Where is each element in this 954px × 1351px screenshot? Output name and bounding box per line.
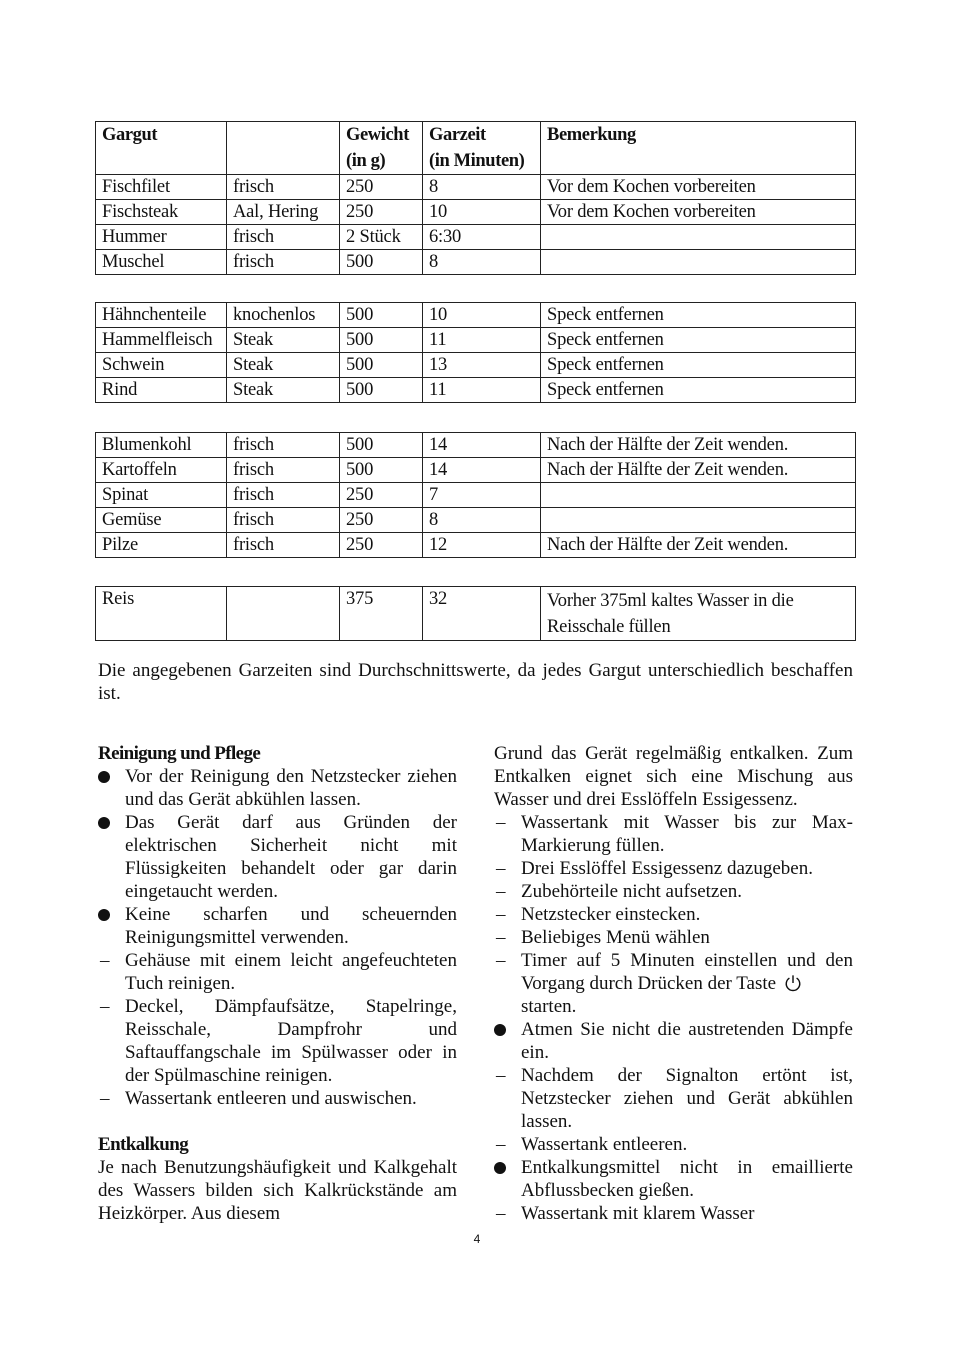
list-item [494,949,853,1018]
list-item-text: Das Gerät darf aus Gründen der elektrischen Sicherheit nicht mit Flüssigkeiten behandelt oder gar darin eingetaucht werden. [125,812,457,902]
table-cell: Muschel [96,250,227,275]
table-header-row [96,122,856,175]
table-cell [541,508,856,533]
list-item-text: Deckel, Dämpfaufsätze, Stapelringe, Reisschale, Dampfrohr und Saftauffangschale im Spülwasser oder in der Spülmaschine reinigen. [125,996,457,1086]
list-item-text: Drei Esslöffel Essigessenz dazugeben. [521,858,813,879]
list-item-text: Wassertank entleeren und auswischen. [125,1088,417,1109]
table-cell: 10 [423,200,541,225]
table-cell [541,225,856,250]
table-body [96,433,856,558]
header-line: (in Minuten) [429,151,525,171]
table-cell: Schwein [96,353,227,378]
table-cell: Nach der Hälfte der Zeit wenden. [541,433,856,458]
list-item-text: Zubehörteile nicht aufsetzen. [521,881,743,902]
table-cell: 250 [340,533,423,558]
table-fish [95,121,856,275]
cooking-time-note: Die angegebenen Garzeiten sind Durchschnittswerte, da jedes Gargut unterschiedlich beschaffen ist. [98,660,853,704]
table-cell: 500 [340,433,423,458]
table-cell: 375 [340,587,423,641]
table-cell: Speck entfernen [541,353,856,378]
bullet-icon [98,811,118,835]
table-cell: 250 [340,483,423,508]
table-cell: frisch [227,458,340,483]
header-line: Garzeit [429,125,486,145]
table-cell: Speck entfernen [541,378,856,403]
table-cell: 14 [423,458,541,483]
table-body [96,587,856,641]
table-cell: frisch [227,250,340,275]
table-cell: 12 [423,533,541,558]
table-cell: Pilze [96,533,227,558]
bullet-icon [494,1156,514,1180]
list-item-text: Atmen Sie nicht die austretenden Dämpfe ein. [521,1019,853,1063]
right-column [494,742,853,1225]
list-item-text: Wassertank mit klarem Wasser [521,1203,755,1224]
table-row [96,378,856,403]
list-item-text: Beliebiges Menü wählen [521,927,710,948]
table-cell: Spinat [96,483,227,508]
table-row [96,250,856,275]
table-cell: 500 [340,458,423,483]
descaling-intro-left: Je nach Benutzungshäufigkeit und Kalkgehalt des Wassers bilden sich Kalkrückstände am Heizkörper. Aus diesem [98,1157,457,1224]
table-row [96,508,856,533]
table-cell: Hammelfleisch [96,328,227,353]
header-cell [423,122,541,175]
table-cell: frisch [227,508,340,533]
table-cell: knochenlos [227,303,340,328]
list-item [494,880,853,903]
bullet-icon [98,765,118,789]
table-cell: 32 [423,587,541,641]
table-cell: 7 [423,483,541,508]
dash-marker: – [100,950,110,971]
list-item-text-continued: starten. [521,996,577,1017]
table-row [96,303,856,328]
table-cell: Speck entfernen [541,328,856,353]
table-vegetables [95,432,856,558]
table-cell: Reis [96,587,227,641]
table-row [96,353,856,378]
table-cell: 11 [423,328,541,353]
table-body [96,303,856,403]
table-cell: Blumenkohl [96,433,227,458]
descaling-intro-right: Grund das Gerät regelmäßig entkalken. Zum Entkalken eignet sich eine Mischung aus Wasser und drei Esslöffeln Essigessenz. [494,743,853,810]
table-cell: 8 [423,508,541,533]
dash-marker: – [496,1065,506,1086]
table-cell [227,587,340,641]
table-cell: 250 [340,508,423,533]
list-item [494,1064,853,1133]
list-item-text: Wassertank mit Wasser bis zur Max-Markierung füllen. [521,812,853,856]
list-item-text: Netzstecker einstecken. [521,904,701,925]
table-cell: Fischfilet [96,175,227,200]
table-cell: Speck entfernen [541,303,856,328]
table-cell: 11 [423,378,541,403]
table-cell: Steak [227,378,340,403]
table-row [96,533,856,558]
table-cell: frisch [227,533,340,558]
list-item [98,995,457,1087]
list-item [494,1018,853,1064]
dash-marker: – [496,904,506,925]
table-cell: frisch [227,225,340,250]
table-row [96,328,856,353]
list-item-text: Gehäuse mit einem leicht angefeuchteten Tuch reinigen. [125,950,457,994]
table-cell: Vor dem Kochen vorbereiten [541,175,856,200]
table-cell: 500 [340,303,423,328]
header-cell [227,122,340,175]
table-cell: 500 [340,353,423,378]
table-cell: Nach der Hälfte der Zeit wenden. [541,458,856,483]
table-cell: Steak [227,353,340,378]
table-cell: 13 [423,353,541,378]
table-cell: Steak [227,328,340,353]
table-cell: Vorher 375ml kaltes Wasser in die Reisschale füllen [541,587,856,641]
table-rice [95,586,856,641]
list-item [494,811,853,857]
dash-marker: – [496,1134,506,1155]
list-item-text: Keine scharfen und scheuernden Reinigungsmittel verwenden. [125,904,457,948]
dash-marker: – [100,1088,110,1109]
descaling-heading: Entkalkung [98,1134,189,1155]
table-row [96,458,856,483]
list-item [494,1156,853,1202]
header-cell: Gargut [96,122,227,175]
table-cell: Nach der Hälfte der Zeit wenden. [541,533,856,558]
header-cell [340,122,423,175]
list-item [494,926,853,949]
table-cell: 500 [340,328,423,353]
table-cell: 2 Stück [340,225,423,250]
table-cell: 6:30 [423,225,541,250]
table-cell [541,250,856,275]
table-row [96,200,856,225]
list-item-text: Entkalkungsmittel nicht in emaillierte Abflussbecken gießen. [521,1157,853,1201]
list-item [494,903,853,926]
descaling-list [494,811,853,1225]
header-line: (in g) [346,151,386,171]
table-cell: 500 [340,250,423,275]
table-cell: 250 [340,175,423,200]
header-cell: Bemerkung [541,122,856,175]
list-item [494,1202,853,1225]
power-icon [784,974,802,992]
table-cell: Kartoffeln [96,458,227,483]
table-row [96,587,856,641]
table-body [96,175,856,275]
page-number: 4 [473,1232,481,1246]
table-meat [95,302,856,403]
table-cell: Aal, Hering [227,200,340,225]
table-cell: 250 [340,200,423,225]
bullet-icon [98,903,118,927]
left-column [98,742,457,1225]
table-cell: 8 [423,250,541,275]
dash-marker: – [496,812,506,833]
table-row [96,225,856,250]
dash-marker: – [100,996,110,1017]
dash-marker: – [496,950,506,971]
table-cell: 500 [340,378,423,403]
table-cell: Vor dem Kochen vorbereiten [541,200,856,225]
dash-marker: – [496,858,506,879]
table-cell: frisch [227,175,340,200]
list-item-text: Nachdem der Signalton ertönt ist, Netzstecker ziehen und Gerät abkühlen lassen. [521,1065,853,1132]
list-item-text: Vor der Reinigung den Netzstecker ziehen und das Gerät abkühlen lassen. [125,766,457,810]
list-item-text: Timer auf 5 Minuten einstellen und den Vorgang durch Drücken der Taste [521,950,853,994]
table-cell: 10 [423,303,541,328]
table-cell: Hähnchenteile [96,303,227,328]
dash-marker: – [496,927,506,948]
cleaning-heading: Reinigung und Pflege [98,743,261,764]
table-row [96,483,856,508]
header-line: Gewicht [346,125,409,145]
list-item [494,1133,853,1156]
table-row [96,433,856,458]
table-cell: frisch [227,483,340,508]
cleaning-list [98,765,457,1110]
table-cell [541,483,856,508]
list-item [98,765,457,811]
list-item [98,903,457,949]
list-item-text: Wassertank entleeren. [521,1134,688,1155]
bullet-icon [494,1018,514,1042]
table-cell: Gemüse [96,508,227,533]
dash-marker: – [496,881,506,902]
table-cell: Hummer [96,225,227,250]
table-cell: frisch [227,433,340,458]
table-cell: Rind [96,378,227,403]
list-item [98,811,457,903]
table-cell: Fischsteak [96,200,227,225]
dash-marker: – [496,1203,506,1224]
list-item [98,1087,457,1110]
list-item [494,857,853,880]
list-item [98,949,457,995]
table-cell: 8 [423,175,541,200]
table-cell: 14 [423,433,541,458]
table-row [96,175,856,200]
